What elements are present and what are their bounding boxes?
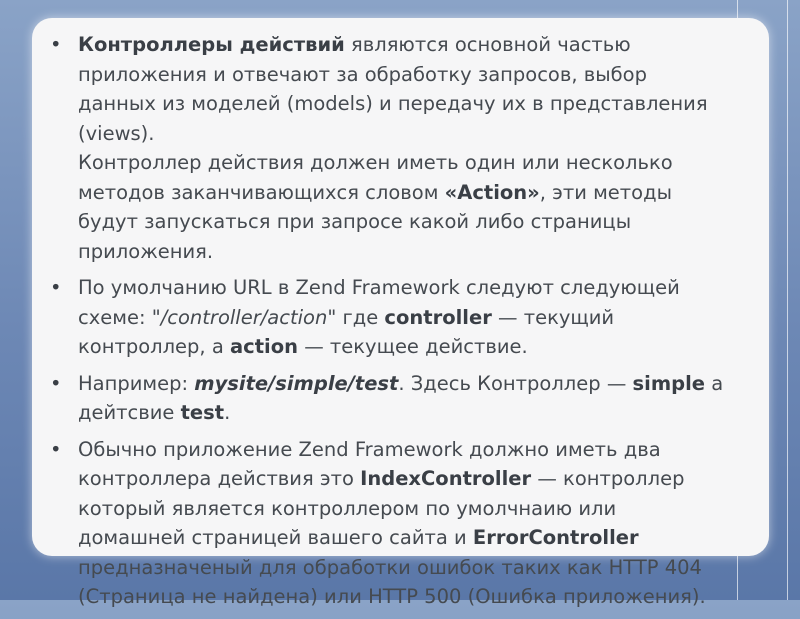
text-fragment: являются основной частью — [344, 33, 631, 56]
bold-term: Контроллеры действий — [78, 33, 345, 56]
text-fragment: . — [224, 401, 231, 424]
text-line: приложения. — [78, 239, 214, 263]
bullet-item-example — [46, 369, 762, 428]
bullet-item-default-url — [46, 273, 762, 362]
bullet-item-action-controllers — [46, 30, 762, 266]
italic-term: "/controller/action" — [151, 305, 337, 329]
text-fragment: контроллер, а — [78, 335, 230, 358]
text-line — [78, 303, 762, 333]
text-fragment: методов заканчивающихся словом — [78, 180, 445, 204]
text-line: данных из моделей (models) и передачу их в представления — [78, 92, 708, 115]
bullet-list — [46, 30, 762, 619]
text-line: Контроллер действия должен иметь один или несколько — [78, 151, 673, 174]
text-line: будут запускаться при запросе какой либо страницы — [78, 210, 632, 233]
text-line — [78, 398, 762, 428]
text-line: который является контроллером по умолчнаию или — [78, 496, 617, 520]
text-fragment: схеме: — [78, 305, 152, 329]
bullet-item-two-controllers — [46, 435, 762, 612]
text-line — [78, 332, 762, 362]
bold-term: controller — [384, 305, 492, 329]
text-fragment: домашней страницей вашего сайта и — [78, 526, 473, 549]
text-line: • Обычно приложение Zend Framework должно иметь два — [78, 437, 661, 461]
text-fragment: дейтсвие — [78, 401, 181, 424]
bold-term: action — [229, 335, 298, 358]
content-panel — [32, 18, 769, 608]
text-line — [78, 178, 762, 208]
text-fragment: а — [705, 371, 724, 395]
text-fragment: — текущий — [491, 305, 615, 329]
background-line — [787, 0, 788, 600]
text-fragment: контроллера действия это — [78, 467, 361, 490]
bold-term: IndexController — [360, 467, 532, 490]
text-fragment: — текущее действие. — [298, 335, 528, 358]
text-line: предназначеный для обработки ошибок таких как HTTP 404 — [78, 555, 702, 579]
text-line — [78, 523, 762, 553]
text-line: • По умолчанию URL в Zend Framework следуют следующей — [78, 276, 680, 299]
text-line — [78, 369, 762, 399]
bold-term: ErrorController — [472, 526, 639, 549]
text-fragment: . Здесь Контроллер — — [398, 371, 633, 395]
text-fragment: , эти методы — [539, 180, 672, 204]
italic-term: mysite/simple/test — [194, 371, 399, 395]
bold-term: «Action» — [444, 180, 540, 204]
text-fragment: Например: — [78, 371, 195, 395]
text-line — [78, 464, 762, 494]
text-line: приложения и отвечают за обработку запросов, выбор — [78, 62, 647, 86]
text-line: (views). — [78, 121, 155, 145]
text-line — [78, 30, 762, 60]
text-fragment: где — [336, 305, 385, 329]
text-fragment: — контроллер — [531, 467, 685, 490]
text-line: (Страница не найдена) или HTTP 500 (Ошибка приложения). — [78, 585, 706, 608]
bold-term: test — [180, 401, 225, 424]
bold-term: simple — [632, 371, 706, 395]
